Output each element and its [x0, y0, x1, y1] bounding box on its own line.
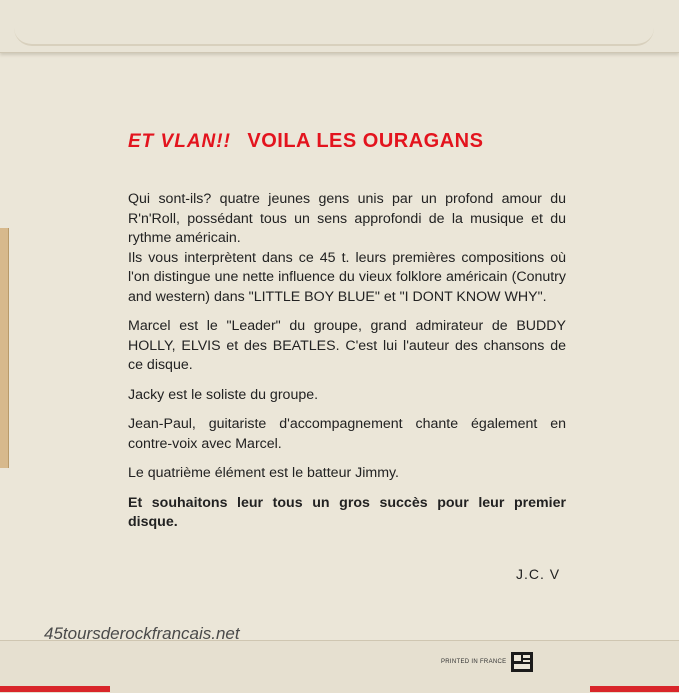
sleeve-left-edge: [0, 228, 9, 468]
title-main: VOILA LES OURAGANS: [247, 130, 484, 152]
paragraph-intro: Qui sont-ils? quatre jeunes gens unis par un profond amour du R'n'Roll, possédant tous un sens approfondi de la musique et du rythme américain.: [128, 191, 566, 246]
red-strip-left: [0, 686, 110, 692]
printed-in-france: PRINTED IN FRANCE: [441, 659, 507, 665]
sleeve-top-flap: [0, 0, 679, 53]
label-logo-icon: [510, 650, 534, 674]
sleeve-top-flap-fold: [14, 0, 654, 46]
paragraph-jacky: Jacky est le soliste du groupe.: [128, 386, 319, 403]
paragraph-marcel: Marcel est le "Leader" du groupe, grand admirateur de BUDDY HOLLY, ELVIS et des BEATLES. C'est lui l'auteur des chansons de ce disque.: [128, 318, 566, 373]
watermark: 45toursderockfrancais.net: [44, 624, 240, 643]
title-prefix: ET VLAN!!: [128, 131, 231, 152]
paragraph-jimmy: Le quatrième élément est le batteur Jimmy.: [128, 465, 399, 481]
liner-notes: [128, 190, 566, 543]
red-strip-right: [590, 686, 679, 692]
paragraph-closing: Et souhaitons leur tous un gros succès pour leur premier disque.: [128, 494, 566, 530]
paragraph-jean-paul: Jean-Paul, guitariste d'accompagnement chante également en contre-voix avec Marcel.: [128, 416, 566, 452]
signature: J.C. V: [516, 566, 561, 582]
sleeve-title: [128, 130, 568, 160]
paragraph-songs: Ils vous interprètent dans ce 45 t. leurs premières compositions où l'on distingue une nette influence du vieux folklore américain (Conutry and western) dans "LITTLE BOY BLUE" et "I DONT KNOW WHY".: [128, 249, 566, 305]
